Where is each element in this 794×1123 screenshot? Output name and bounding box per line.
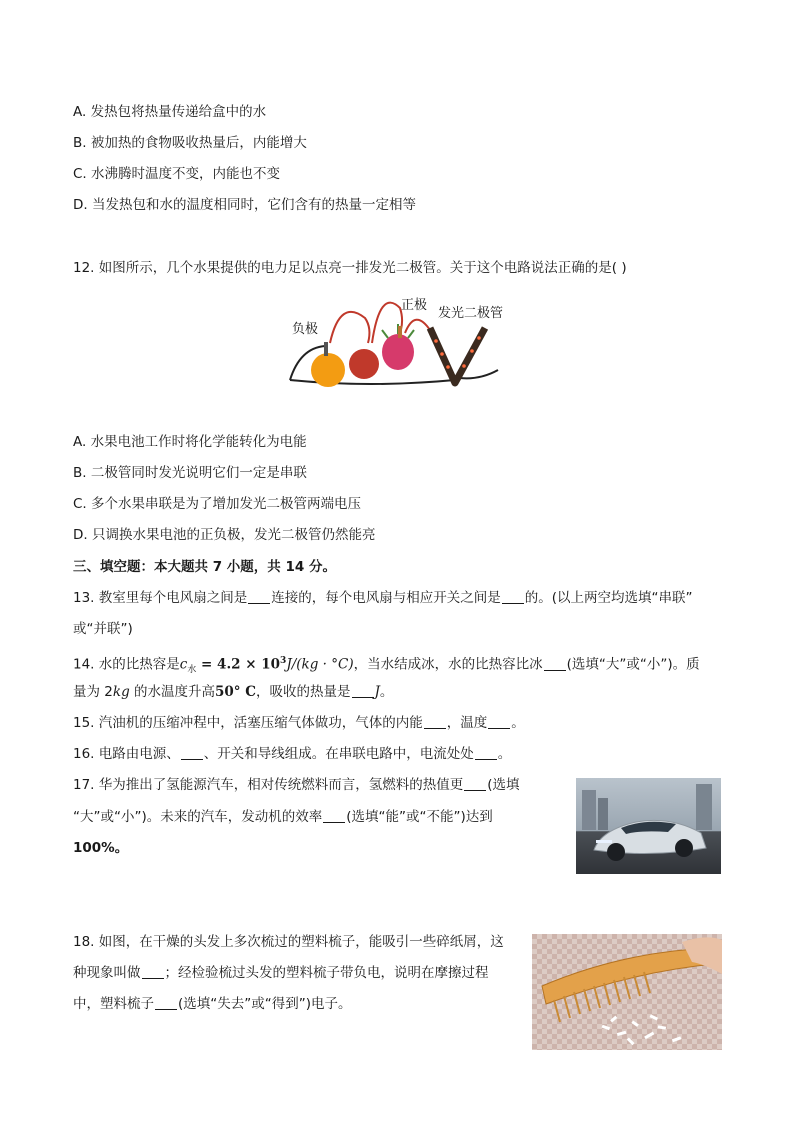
led-label: 发光二极管 xyxy=(438,306,504,321)
answer-blank xyxy=(142,964,164,979)
answer-blank xyxy=(464,776,486,791)
q12-option-d: D. 只调换水果电池的正负极，发光二极管仍然能亮 xyxy=(73,527,376,543)
hydrogen-car-image xyxy=(576,778,721,874)
q18-line1: 18. 如图，在干燥的头发上多次梳过的塑料梳子，能吸引一些碎纸屑，这 xyxy=(73,934,504,950)
q18-line2: 种现象叫做 ；经检验梳过头发的塑料梳子带负电，说明在摩擦过程 xyxy=(73,965,489,981)
dragonfruit xyxy=(382,334,414,370)
answer-blank xyxy=(352,683,374,698)
q14-line2: 量为 2kg 的水温度升高50° C，吸收的热量是 J。 xyxy=(73,684,394,700)
q11-option-b: B. 被加热的食物吸收热量后，内能增大 xyxy=(73,135,307,151)
negative-label: 负极 xyxy=(292,322,319,337)
q11-option-a: A. 发热包将热量传递给盒中的水 xyxy=(73,104,267,120)
q16-line: 16. 电路由电源、 、开关和导线组成。在串联电路中，电流处处 。 xyxy=(73,746,512,762)
q15-line: 15. 汽油机的压缩冲程中，活塞压缩气体做功，气体的内能 ，温度 。 xyxy=(73,715,525,731)
q13-line2: 或“并联”) xyxy=(73,621,133,637)
q11-option-d: D. 当发热包和水的温度相同时，它们含有的热量一定相等 xyxy=(73,197,416,213)
section-heading: 三、填空题：本大题共 7 小题，共 14 分。 xyxy=(73,559,336,575)
q11-option-c: C. 水沸腾时温度不变，内能也不变 xyxy=(73,166,281,182)
plastic-comb-image xyxy=(532,934,722,1050)
q17-line3: 100%。 xyxy=(73,840,129,856)
answer-blank xyxy=(248,589,270,604)
fruit-battery-figure xyxy=(280,288,520,388)
answer-blank xyxy=(181,745,203,760)
q12-option-c: C. 多个水果串联是为了增加发光二极管两端电压 xyxy=(73,496,362,512)
q14-line1: 14. 水的比热容是$c_水 = 4.2 \times 10^3J/(kg \cdot ^\circ C)$，当水结成冰，水的比热容比冰 (选填“大”或“小”)。质 xyxy=(73,656,700,676)
q18-line3: 中，塑料梳子 (选填“失去”或“得到”)电子。 xyxy=(73,996,352,1012)
orange-fruit xyxy=(311,353,345,387)
answer-blank xyxy=(544,656,566,671)
answer-blank xyxy=(424,714,446,729)
answer-blank xyxy=(155,995,177,1010)
positive-label: 正极 xyxy=(401,298,428,313)
answer-blank xyxy=(502,589,524,604)
q17-line2: “大”或“小”)。未来的汽车，发动机的效率 (选填“能”或“不能”)达到 xyxy=(73,809,493,825)
answer-blank xyxy=(488,714,510,729)
q12-stem: 12. 如图所示，几个水果提供的电力足以点亮一排发光二极管。关于这个电路说法正确的是( ) xyxy=(73,260,627,276)
answer-blank xyxy=(323,808,345,823)
q13-line1: 13. 教室里每个电风扇之间是 连接的，每个电风扇与相应开关之间是 的。(以上两空均选填“串联” xyxy=(73,590,693,606)
answer-blank xyxy=(475,745,497,760)
q17-line1: 17. 华为推出了氢能源汽车，相对传统燃料而言，氢燃料的热值更 (选填 xyxy=(73,777,520,793)
pomegranate-fruit xyxy=(349,349,379,379)
q12-option-a: A. 水果电池工作时将化学能转化为电能 xyxy=(73,434,307,450)
q12-option-b: B. 二极管同时发光说明它们一定是串联 xyxy=(73,465,307,481)
